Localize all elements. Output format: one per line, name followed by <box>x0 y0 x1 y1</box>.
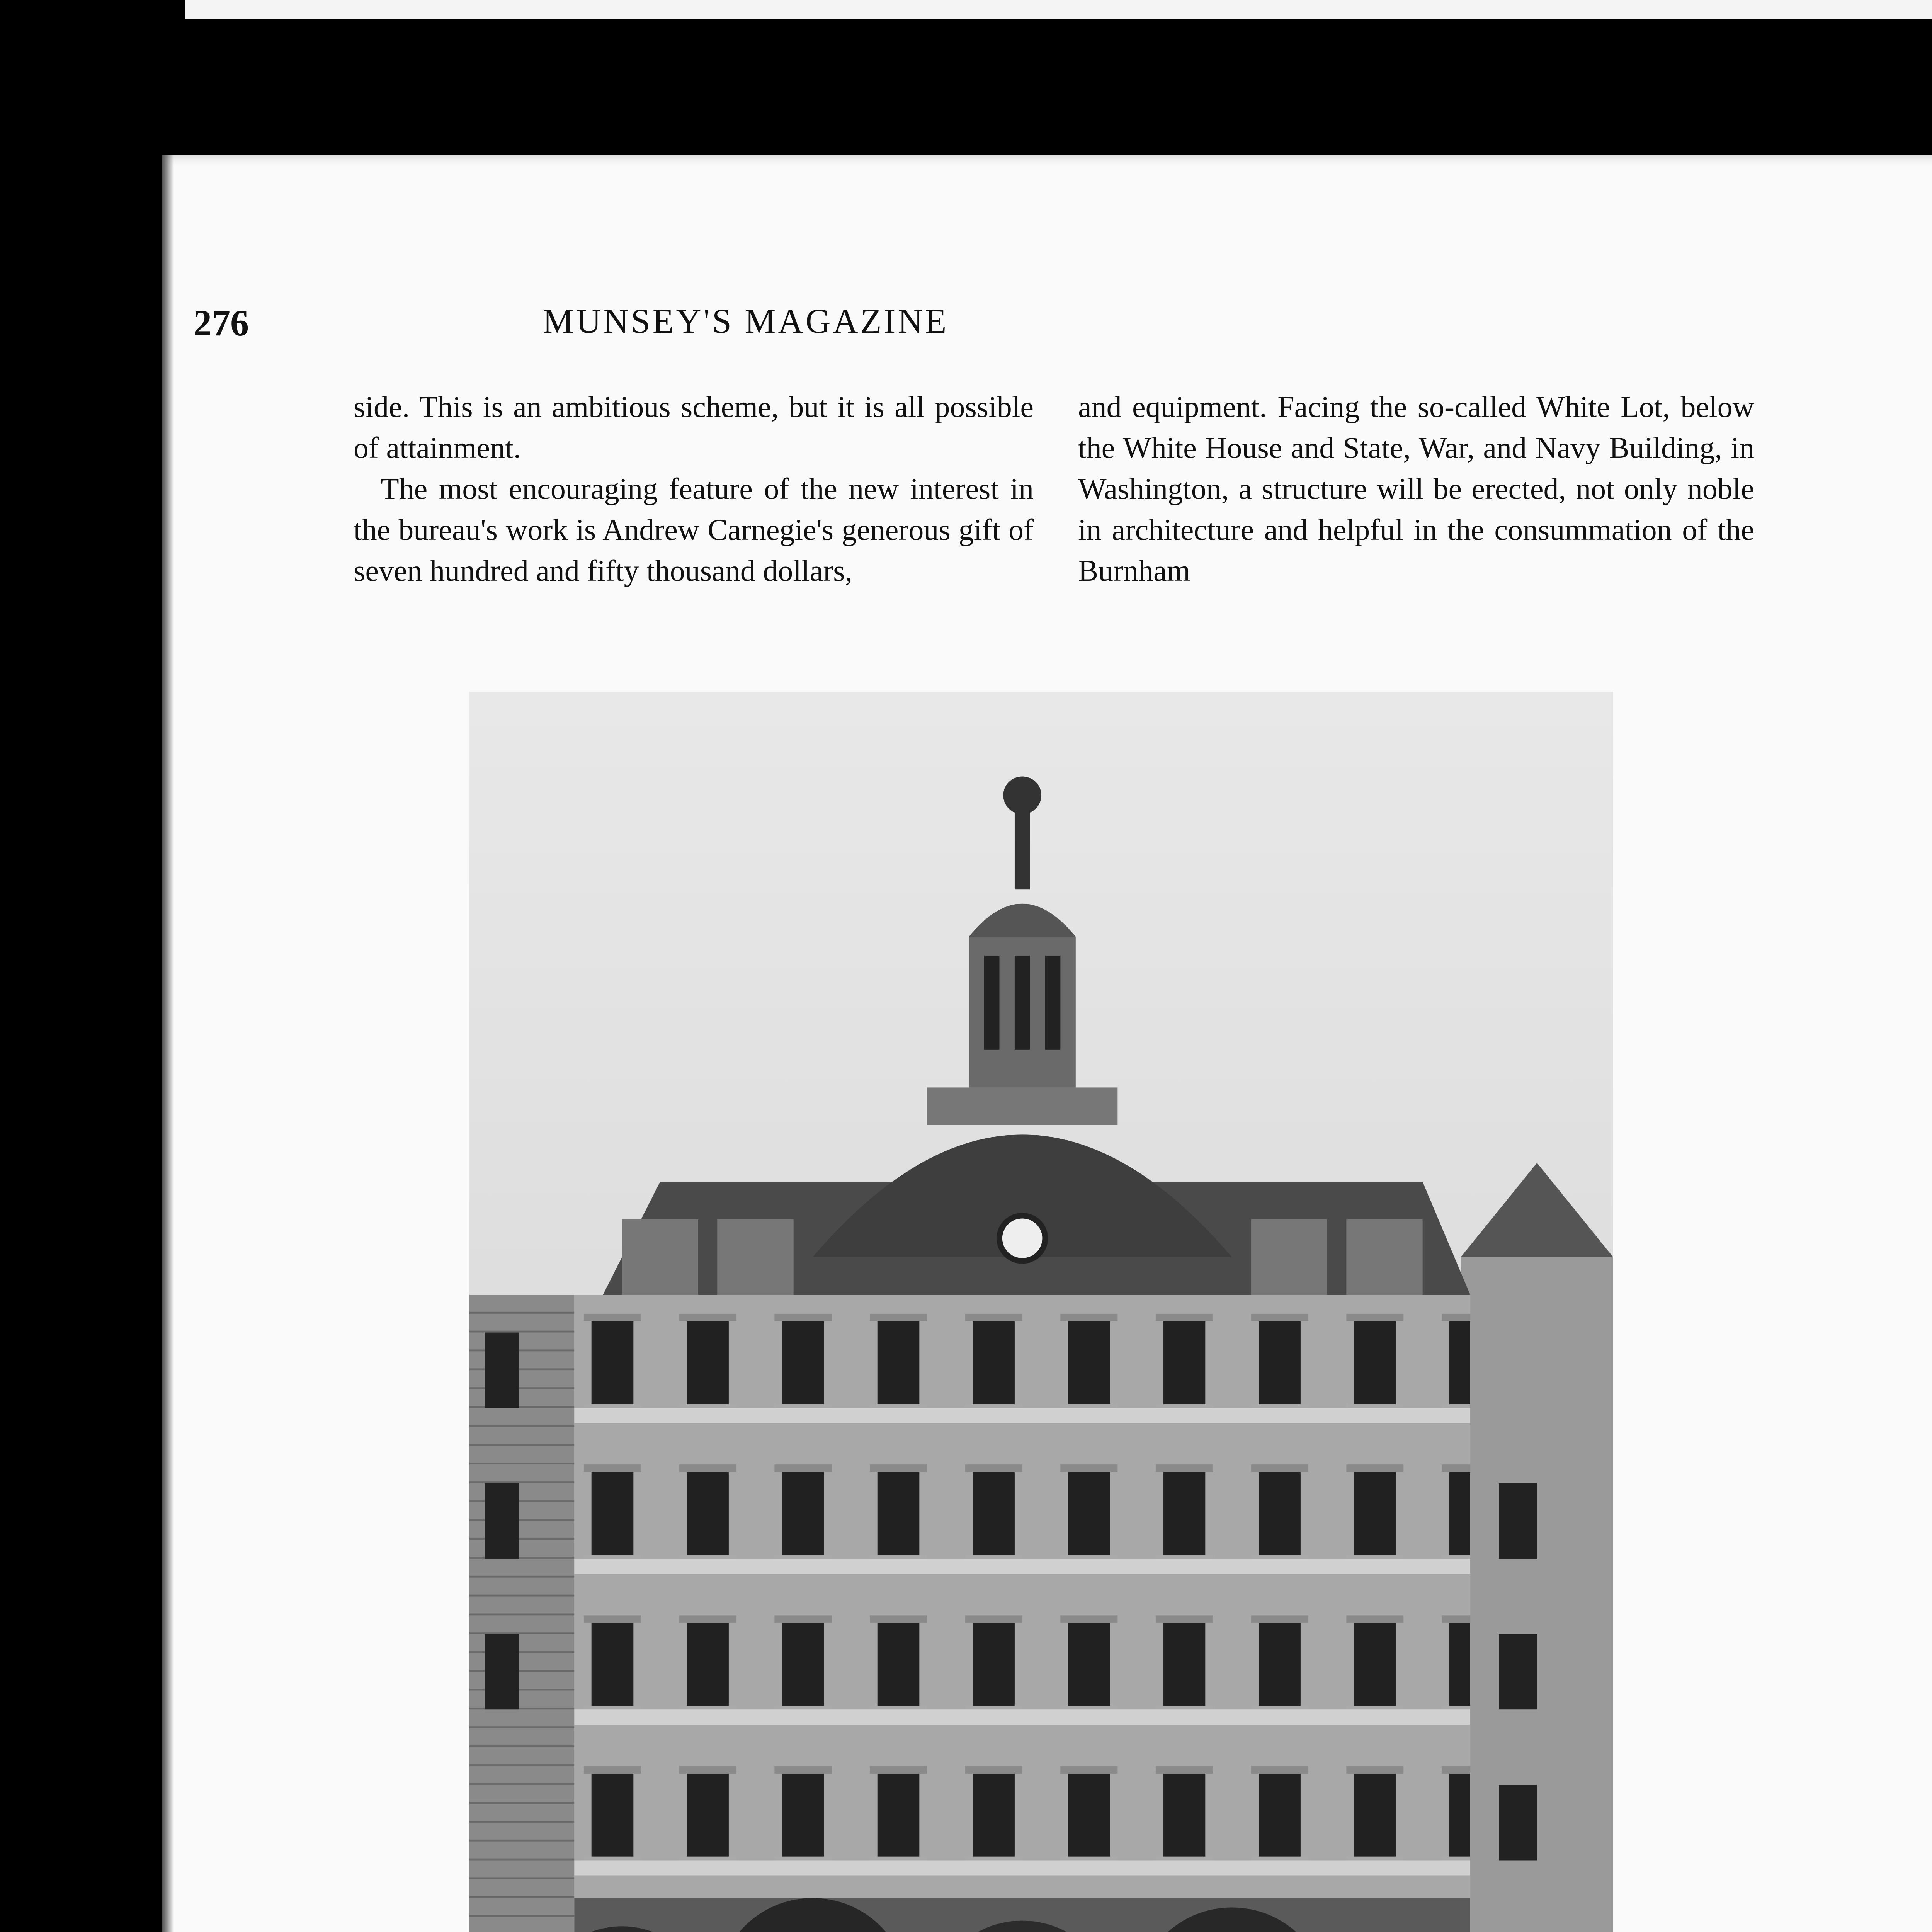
building-illustration <box>469 692 1613 1932</box>
text-column-top-left <box>354 386 1034 591</box>
page-gutter-shadow <box>162 155 174 1932</box>
paragraph: side. This is an ambitious scheme, but it is all possible of attainment. <box>354 390 1034 464</box>
page-header <box>193 301 1298 348</box>
paragraph: and equipment. Facing the so-called White Lot, below the White House and State, War, and Navy Building, in Washington, a structure will be erected, not only noble in architecture and helpful in the consummation of the Burnham <box>1078 390 1754 587</box>
running-title: MUNSEY'S MAGAZINE <box>543 302 949 340</box>
page-number: 276 <box>193 302 249 344</box>
la-prensa-building-photo <box>469 692 1613 1932</box>
paragraph: The most encouraging feature of the new interest in the bureau's work is Andrew Carnegie's generous gift of seven hundred and fifty thousand dollars, <box>354 472 1034 587</box>
text-column-top-right <box>1078 386 1754 591</box>
previous-page-edge <box>185 0 1932 19</box>
